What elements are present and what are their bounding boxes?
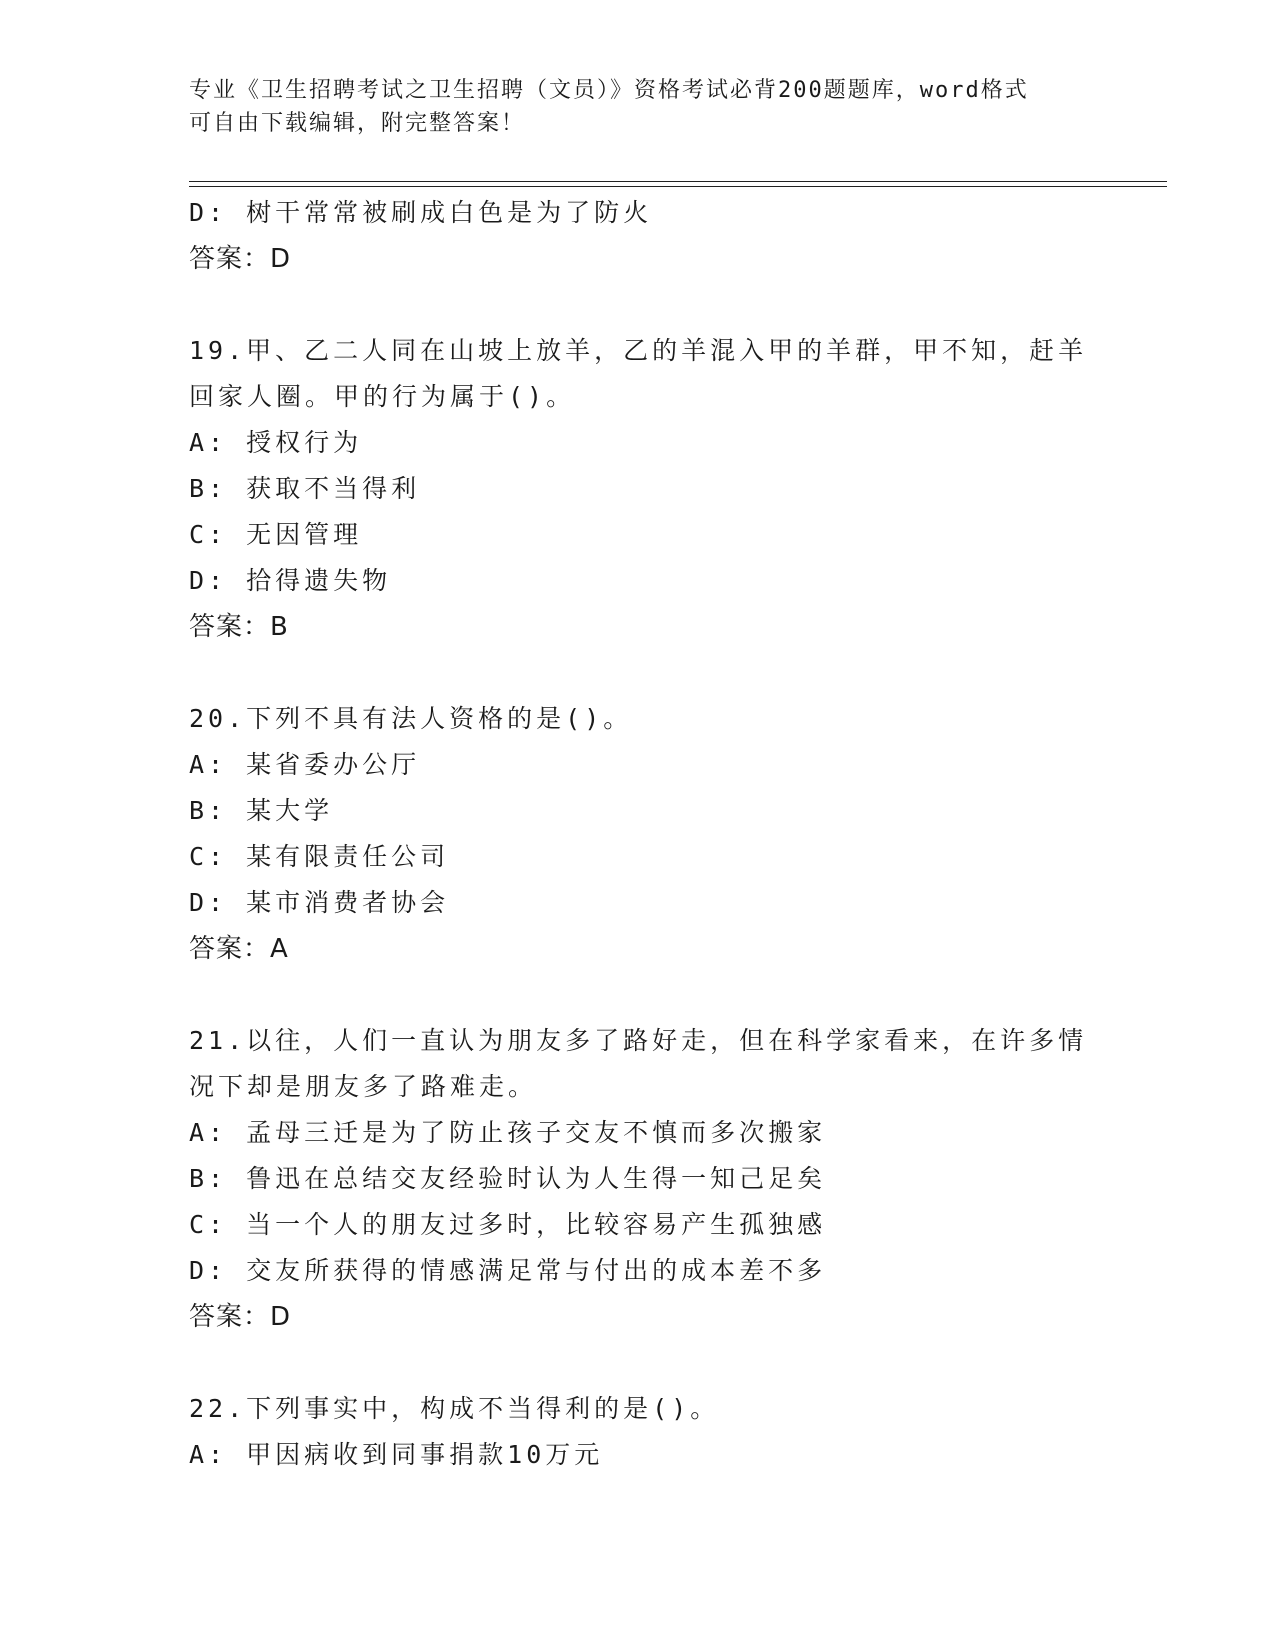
question-stem: 22.下列事实中，构成不当得利的是()。 [189, 1394, 720, 1423]
question-stem-continued: 况下却是朋友多了路难走。 [189, 1072, 538, 1101]
question-stem: 19.甲、乙二人同在山坡上放羊，乙的羊混入甲的羊群，甲不知，赶羊 [189, 336, 1088, 365]
option-a: A: 孟母三迁是为了防止孩子交友不慎而多次搬家 [189, 1118, 827, 1147]
option-d: D: 拾得遗失物 [189, 566, 392, 595]
option-d: D: 某市消费者协会 [189, 888, 450, 917]
option-d: D: 树干常常被刷成白色是为了防火 [189, 198, 653, 227]
answer-line: 答案：A [189, 934, 289, 964]
option-c: C: 某有限责任公司 [189, 842, 450, 871]
header-divider-top [189, 181, 1167, 182]
spacer [189, 972, 1089, 1018]
option-d: D: 交友所获得的情感满足常与付出的成本差不多 [189, 1256, 827, 1285]
option-a: A: 某省委办公厅 [189, 750, 421, 779]
document-header [189, 74, 1089, 140]
answer-line: 答案：D [189, 244, 292, 274]
option-c: C: 当一个人的朋友过多时，比较容易产生孤独感 [189, 1210, 827, 1239]
option-c: C: 无因管理 [189, 520, 363, 549]
question-stem: 21.以往，人们一直认为朋友多了路好走，但在科学家看来，在许多情 [189, 1026, 1088, 1055]
question-block-20 [189, 696, 1089, 972]
question-list [189, 190, 1089, 1478]
option-b: B: 某大学 [189, 796, 334, 825]
header-line-2: 可自由下载编辑，附完整答案！ [189, 111, 526, 136]
question-block-19 [189, 328, 1089, 650]
spacer [189, 1340, 1089, 1386]
question-block-22 [189, 1386, 1089, 1478]
option-b: B: 获取不当得利 [189, 474, 421, 503]
question-stem: 20.下列不具有法人资格的是()。 [189, 704, 633, 733]
spacer [189, 282, 1089, 328]
question-block-21 [189, 1018, 1089, 1340]
option-b: B: 鲁迅在总结交友经验时认为人生得一知己足矣 [189, 1164, 827, 1193]
option-a: A: 甲因病收到同事捐款10万元 [189, 1440, 604, 1469]
answer-line: 答案：D [189, 1302, 292, 1332]
answer-line: 答案：B [189, 612, 289, 642]
option-a: A: 授权行为 [189, 428, 363, 457]
question-block-prev [189, 190, 1089, 282]
question-stem-continued: 回家人圈。甲的行为属于()。 [189, 382, 576, 411]
header-line-1: 专业《卫生招聘考试之卫生招聘（文员）》资格考试必背200题题库，word格式 [189, 78, 1029, 103]
header-divider-bottom [189, 186, 1167, 187]
spacer [189, 650, 1089, 696]
